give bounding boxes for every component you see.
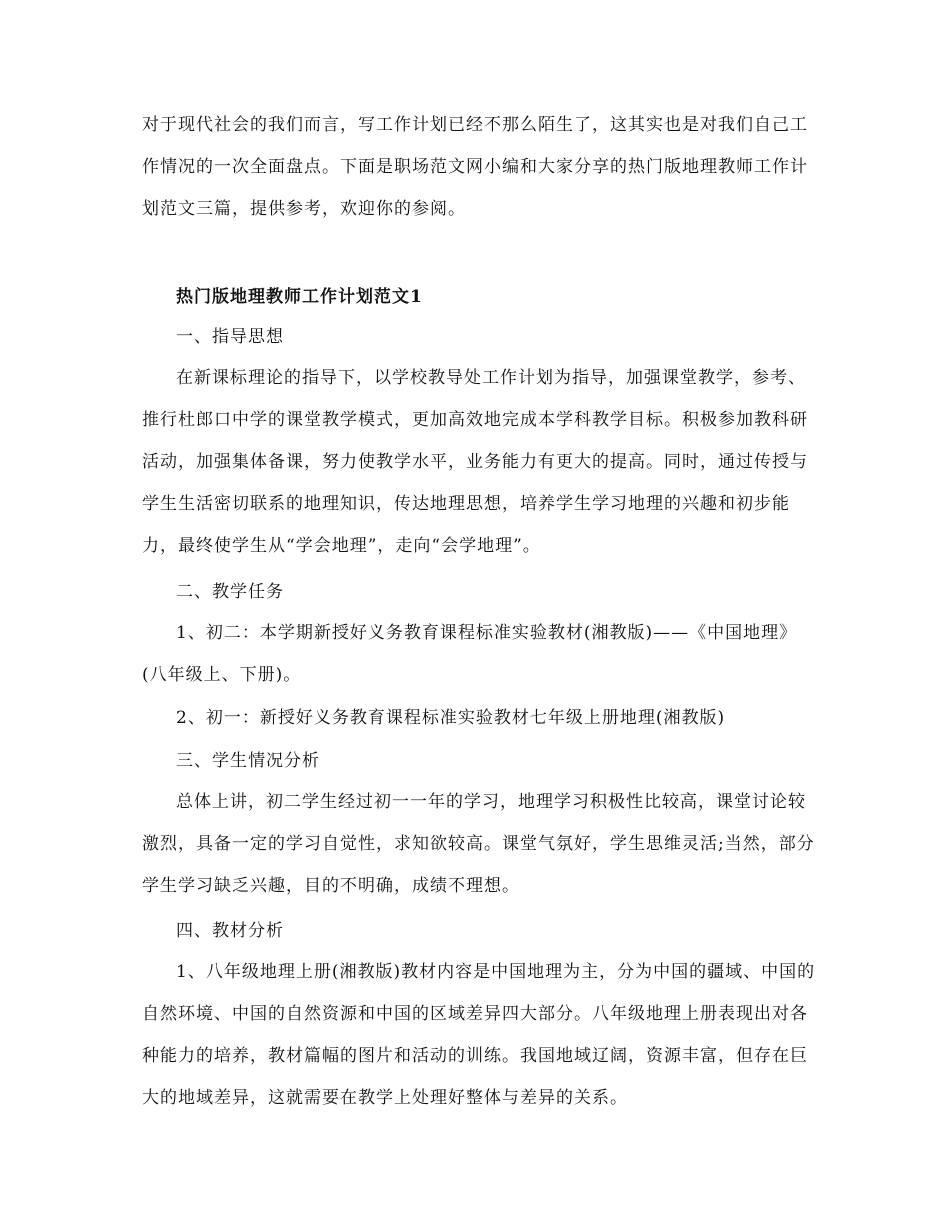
section-text-student-analysis: 总体上讲，初二学生经过初一一年的学习，地理学习积极性比较高，课堂讨论较激烈，具备一定的学习自觉性，求知欲较高。课堂气氛好，学生思维灵活;当然，部分学生学习缺乏兴趣，目的不明确，成绩不理想。 xyxy=(142,792,815,896)
teaching-task-item-2: 2、初一：新授好义务教育课程标准实验教材七年级上册地理(湘教版) xyxy=(176,708,726,728)
section-heading-textbook-analysis: 四、教材分析 xyxy=(176,921,284,941)
section-heading-teaching-tasks: 二、教学任务 xyxy=(176,582,284,602)
section-text-guiding-ideology: 在新课标理论的指导下，以学校教导处工作计划为指导，加强课堂教学，参考、推行杜郎口中学的课堂教学模式，更加高效地完成本学科教学目标。积极参加教科研活动，加强集体备课，努力使教学水平，业务能力有更大的提高。同时，通过传授与学生生活密切联系的地理知识，传达地理思想，培养学生学习地理的兴趣和初步能力，最终使学生从“学会地理”，走向“会学地理”。 xyxy=(142,368,808,556)
intro-paragraph: 对于现代社会的我们而言，写工作计划已经不那么陌生了，这其实也是对我们自己工作情况的一次全面盘点。下面是职场范文网小编和大家分享的热门版地理教师工作计划范文三篇，提供参考，欢迎你的参阅。 xyxy=(142,115,808,219)
teaching-task-item-1: 1、初二：本学期新授好义务教育课程标准实验教材(湘教版)——《中国地理》(八年级上、下册)。 xyxy=(142,623,798,685)
section-heading-guiding-ideology: 一、指导思想 xyxy=(176,327,284,347)
article-title: 热门版地理教师工作计划范文1 xyxy=(176,287,423,307)
section-heading-student-analysis: 三、学生情况分析 xyxy=(176,751,320,771)
textbook-analysis-item-1: 1、八年级地理上册(湘教版)教材内容是中国地理为主，分为中国的疆域、中国的自然环境、中国的自然资源和中国的区域差异四大部分。八年级地理上册表现出对各种能力的培养，教材篇幅的图片和活动的训练。我国地域辽阔，资源丰富，但存在巨大的地域差异，这就需要在教学上处理好整体与差异的关系。 xyxy=(142,962,816,1108)
